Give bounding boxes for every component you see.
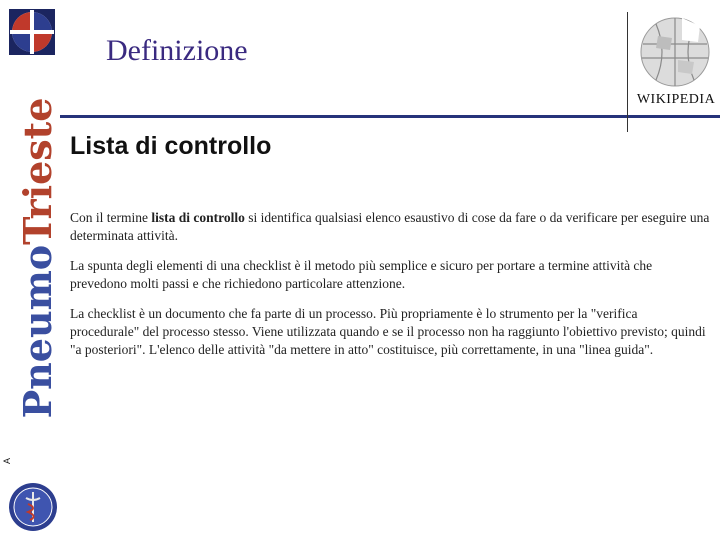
article-paragraph-2: La spunta degli elementi di una checklist è il metodo più semplice e sicuro per portare a termine attività che prevedono molti passi e che richiedono particolare attenzione. <box>70 258 653 291</box>
side-caption: A <box>2 457 12 464</box>
page-title: Definizione <box>106 34 248 67</box>
caduceus-seal-icon <box>8 482 58 532</box>
banner-text <box>14 97 60 418</box>
p1-after: si identifica qualsiasi elenco esaustivo di cose da fare o da verificare per eseguire una determinata attività. <box>70 210 710 243</box>
wikipedia-globe-logo <box>638 14 712 90</box>
puzzle-globe-icon <box>638 14 712 90</box>
wikipedia-wordmark: WIKIPEDIA <box>636 92 716 107</box>
side-banner <box>14 64 61 451</box>
vertical-divider <box>627 12 628 132</box>
title-underline <box>60 115 720 118</box>
banner-part1: Pneumo <box>14 244 60 418</box>
article-heading: Lista di controllo <box>70 132 272 160</box>
association-logo <box>8 8 56 56</box>
quadrant-logo-icon <box>8 8 56 56</box>
article-paragraph-3: La checklist è un documento che fa parte di un processo. Più propriamente è lo strumento per la "verifica procedurale" del processo stesso. Viene utilizzata quando e se il processo non ha raggiunto l'obiettivo previsto; quindi "a posteriori". L'elenco delle attività "da mettere in atto" costituisce, più correttamente, in una "linea guida". <box>70 306 706 357</box>
article-excerpt <box>70 132 710 371</box>
p1-before: Con il termine <box>70 210 152 225</box>
article-paragraph-1 <box>70 209 710 245</box>
p1-bold-term: lista di controllo <box>151 210 245 225</box>
seal-logo <box>8 482 58 532</box>
banner-part2: Trieste <box>14 97 60 245</box>
